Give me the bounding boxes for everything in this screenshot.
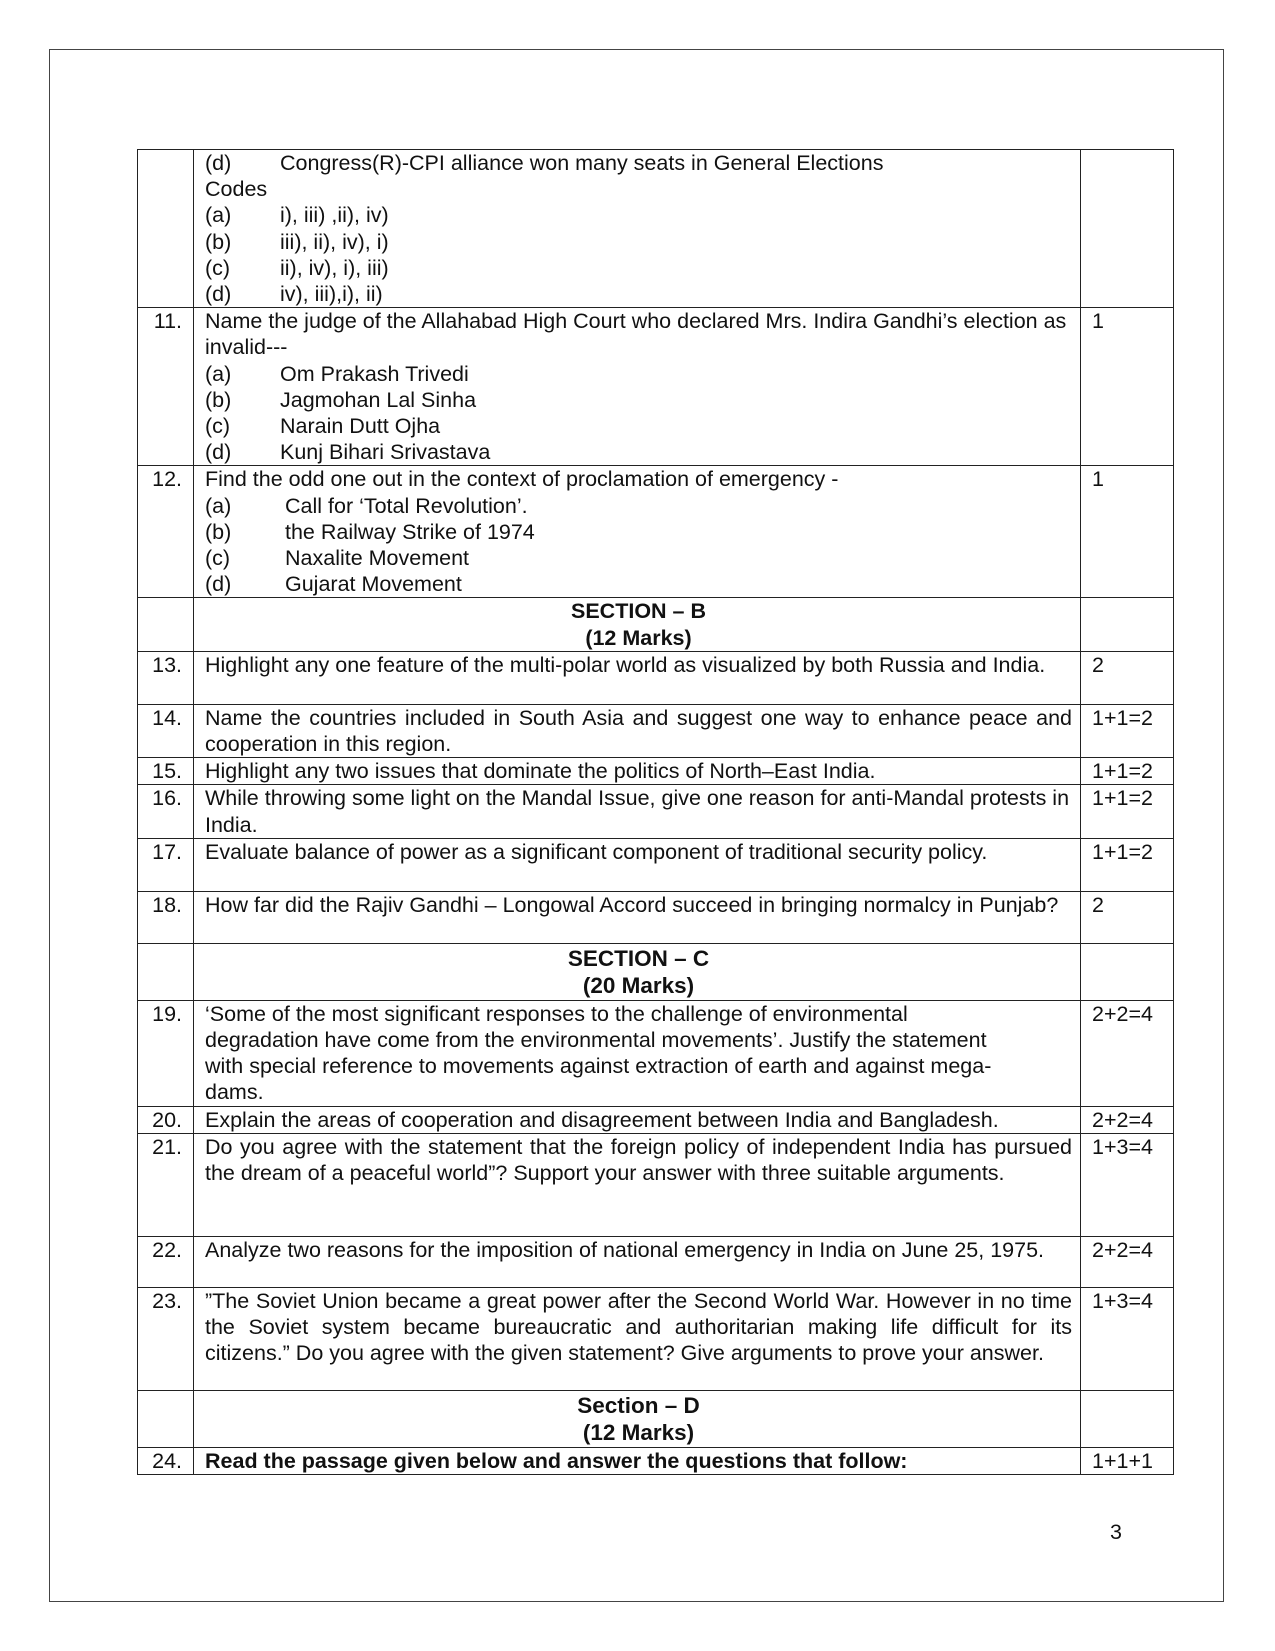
marks-cell [1081, 150, 1174, 308]
marks-cell: 2+2=4 [1081, 1000, 1174, 1106]
table-row-q18 [138, 891, 1174, 943]
table-row-q14 [138, 704, 1174, 757]
codes-label: Codes [205, 177, 268, 202]
marks-cell: 2 [1081, 891, 1174, 943]
question-text: Name the judge of the Allahabad High Court who declared Mrs. Indira Gandhi’s election as invalid--- (a) Om Prakash Trivedi (b) Jagmohan Lal Sinha (c) Narain Dutt Ojha (d) Kunj Bihari Srivastava [194, 308, 1081, 466]
marks-cell: 1+1+1 [1081, 1447, 1174, 1474]
question-number: 23. [138, 1287, 194, 1390]
table-row-q21 [138, 1133, 1174, 1236]
table-row-q13 [138, 651, 1174, 704]
question-text: ‘Some of the most significant responses to the challenge of environmental degradation have come from the environmental movements’. Justify the statement with special reference to movements against extraction of earth and against mega- dams. [194, 1000, 1081, 1106]
table-row-q22 [138, 1236, 1174, 1287]
marks-cell: 1+1=2 [1081, 704, 1174, 757]
question-text: Analyze two reasons for the imposition of national emergency in India on June 25, 1975. [194, 1236, 1081, 1287]
question-number: 19. [138, 1000, 194, 1106]
question-table [137, 149, 1174, 1475]
table-row-section-b [138, 598, 1174, 651]
option-b: (b) Jagmohan Lal Sinha [205, 387, 477, 412]
table-row-q10-continued [138, 150, 1174, 308]
marks-cell: 2+2=4 [1081, 1236, 1174, 1287]
table-row-section-d [138, 1390, 1174, 1447]
marks-cell: 1 [1081, 308, 1174, 466]
question-text: How far did the Rajiv Gandhi – Longowal Accord succeed in bringing normalcy in Punjab? [194, 891, 1081, 943]
question-text: Do you agree with the statement that the foreign policy of independent India has pursued the dream of a peaceful world”? Support your answer with three suitable arguments. [194, 1133, 1081, 1236]
table-row-section-c [138, 943, 1174, 1000]
question-text: Evaluate balance of power as a significant component of traditional security policy. [194, 838, 1081, 891]
option-a: (a) Call for ‘Total Revolution’. [205, 493, 528, 518]
question-text: Highlight any one feature of the multi-polar world as visualized by both Russia and India. [194, 651, 1081, 704]
option-d: (d) Congress(R)-CPI alliance won many seats in General Elections [205, 151, 884, 175]
question-text: Highlight any two issues that dominate the politics of North–East India. [194, 758, 1081, 785]
question-number: 11. [138, 308, 194, 466]
question-number: 24. [138, 1447, 194, 1474]
question-number: 18. [138, 891, 194, 943]
code-c: (c) ii), iv), i), iii) [205, 255, 389, 280]
section-heading: Section – D (12 Marks) [194, 1390, 1081, 1447]
table-row-q19 [138, 1000, 1174, 1106]
table-row-q15 [138, 758, 1174, 785]
question-text: Name the countries included in South Asia and suggest one way to enhance peace and cooperation in this region. [194, 704, 1081, 757]
table-row-q12 [138, 466, 1174, 598]
option-c: (c) Naxalite Movement [205, 546, 470, 571]
marks-cell: 1+3=4 [1081, 1133, 1174, 1236]
section-heading: SECTION – B (12 Marks) [194, 598, 1081, 651]
question-text: While throwing some light on the Mandal Issue, give one reason for anti-Mandal protests in India. [194, 785, 1081, 838]
marks-cell: 1 [1081, 466, 1174, 598]
question-number: 16. [138, 785, 194, 838]
marks-cell: 1+3=4 [1081, 1287, 1174, 1390]
option-d: (d) Gujarat Movement [205, 572, 462, 597]
question-text: Explain the areas of cooperation and disagreement between India and Bangladesh. [194, 1106, 1081, 1133]
option-a: (a) Om Prakash Trivedi [205, 361, 469, 386]
question-number: 12. [138, 466, 194, 598]
marks-cell: 2 [1081, 651, 1174, 704]
question-text [194, 150, 1081, 308]
table-row-q20 [138, 1106, 1174, 1133]
question-number [138, 150, 194, 308]
option-b: (b) the Railway Strike of 1974 [205, 519, 535, 544]
option-c: (c) Narain Dutt Ojha [205, 414, 441, 439]
code-b: (b) iii), ii), iv), i) [205, 229, 389, 254]
marks-cell: 1+1=2 [1081, 758, 1174, 785]
marks-cell: 2+2=4 [1081, 1106, 1174, 1133]
question-number: 13. [138, 651, 194, 704]
section-heading: SECTION – C (20 Marks) [194, 943, 1081, 1000]
table-row-q16 [138, 785, 1174, 838]
question-text: Read the passage given below and answer the questions that follow: [194, 1447, 1081, 1474]
table-row-q11 [138, 308, 1174, 466]
code-d: (d) iv), iii),i), ii) [205, 282, 383, 307]
question-text: Find the odd one out in the context of proclamation of emergency - (a) Call for ‘Total Revolution’. (b) the Railway Strike of 1974 (c) Naxalite Movement (d) Gujarat Movement [194, 466, 1081, 598]
option-d: (d) Kunj Bihari Srivastava [205, 440, 491, 465]
table-row-q23 [138, 1287, 1174, 1390]
question-number: 17. [138, 838, 194, 891]
table-row-q24 [138, 1447, 1174, 1474]
marks-cell: 1+1=2 [1081, 838, 1174, 891]
table-row-q17 [138, 838, 1174, 891]
question-number: 20. [138, 1106, 194, 1133]
page-number: 3 [1110, 1520, 1122, 1544]
marks-cell: 1+1=2 [1081, 785, 1174, 838]
question-number: 22. [138, 1236, 194, 1287]
question-text: ”The Soviet Union became a great power after the Second World War. However in no time the Soviet system became bureaucratic and authoritarian making life difficult for its citizens.” Do you agree with the given statement? Give arguments to prove your answer. [194, 1287, 1081, 1390]
question-number: 14. [138, 704, 194, 757]
question-number: 21. [138, 1133, 194, 1236]
code-a: (a) i), iii) ,ii), iv) [205, 203, 389, 228]
question-number: 15. [138, 758, 194, 785]
